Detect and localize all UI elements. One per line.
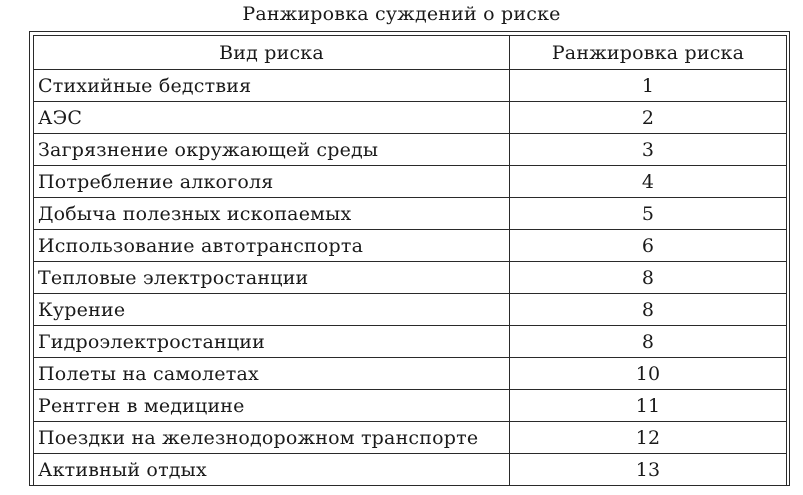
risk-name-cell: АЭС <box>34 102 510 134</box>
table-row <box>34 102 787 134</box>
risk-name-cell: Рентген в медицине <box>34 390 510 422</box>
risk-name-cell: Поездки на железнодорожном транспорте <box>34 422 510 454</box>
risk-name-cell: Тепловые электростанции <box>34 262 510 294</box>
table-row <box>34 230 787 262</box>
risk-ranking-table <box>33 35 787 486</box>
risk-rank-cell: 5 <box>510 198 787 230</box>
risk-rank-cell: 8 <box>510 326 787 358</box>
risk-rank-cell: 1 <box>510 70 787 102</box>
risk-rank-cell: 3 <box>510 134 787 166</box>
table-row <box>34 70 787 102</box>
table-row <box>34 198 787 230</box>
table-row <box>34 326 787 358</box>
risk-name-cell: Стихийные бедствия <box>34 70 510 102</box>
risk-rank-cell: 10 <box>510 358 787 390</box>
table-caption: Ранжировка суждений о риске <box>242 3 561 25</box>
risk-rank-cell: 12 <box>510 422 787 454</box>
table-row <box>34 294 787 326</box>
risk-rank-cell: 11 <box>510 390 787 422</box>
risk-name-cell: Добыча полезных ископаемых <box>34 198 510 230</box>
risk-name-cell: Курение <box>34 294 510 326</box>
table-row <box>34 422 787 454</box>
risk-rank-cell: 8 <box>510 262 787 294</box>
risk-name-cell: Полеты на самолетах <box>34 358 510 390</box>
table-row <box>34 358 787 390</box>
header-risk-rank: Ранжировка риска <box>510 36 787 70</box>
risk-name-cell: Потребление алкоголя <box>34 166 510 198</box>
header-risk-type: Вид риска <box>34 36 510 70</box>
risk-name-cell: Использование автотранспорта <box>34 230 510 262</box>
risk-name-cell: Загрязнение окружающей среды <box>34 134 510 166</box>
table-row <box>34 134 787 166</box>
risk-name-cell: Гидроэлектростанции <box>34 326 510 358</box>
risk-rank-cell: 13 <box>510 454 787 486</box>
risk-rank-cell: 6 <box>510 230 787 262</box>
risk-rank-cell: 2 <box>510 102 787 134</box>
table-header-row <box>34 36 787 70</box>
table-row <box>34 166 787 198</box>
table-row <box>34 454 787 486</box>
table-row <box>34 262 787 294</box>
risk-name-cell: Активный отдых <box>34 454 510 486</box>
risk-rank-cell: 4 <box>510 166 787 198</box>
table-row <box>34 390 787 422</box>
risk-rank-cell: 8 <box>510 294 787 326</box>
